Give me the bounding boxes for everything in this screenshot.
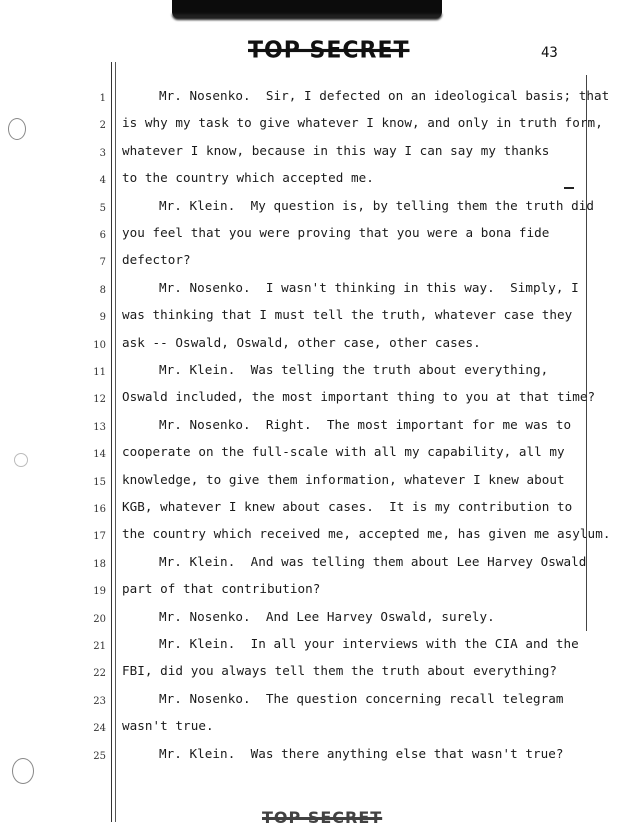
transcript-line bbox=[0, 691, 638, 711]
transcript-line bbox=[0, 609, 638, 629]
line-number: 10 bbox=[93, 339, 106, 351]
line-number: 9 bbox=[99, 312, 106, 324]
line-text: Mr. Klein. Was there anything else that wasn't true? bbox=[159, 745, 564, 761]
transcript-line bbox=[0, 417, 638, 437]
line-text: Mr. Nosenko. Sir, I defected on an ideological basis; that bbox=[159, 88, 610, 103]
transcript-line bbox=[0, 225, 638, 245]
line-text: KGB, whatever I knew about cases. It is my contribution to bbox=[122, 499, 573, 514]
line-text: Mr. Nosenko. The question concerning recall telegram bbox=[159, 690, 564, 706]
line-number: 20 bbox=[93, 613, 106, 625]
line-text: ask -- Oswald, Oswald, other case, other cases. bbox=[122, 334, 481, 350]
transcript-line bbox=[0, 389, 638, 409]
line-number: 14 bbox=[93, 449, 106, 461]
transcript-line bbox=[0, 663, 638, 683]
line-text: Mr. Klein. Was telling the truth about everything, bbox=[159, 362, 549, 377]
transcript-line bbox=[0, 499, 638, 519]
line-number: 3 bbox=[99, 147, 106, 159]
line-text: you feel that you were proving that you were a bona fide bbox=[122, 225, 550, 240]
transcript-line bbox=[0, 252, 638, 272]
line-text: whatever I know, because in this way I can say my thanks bbox=[122, 142, 550, 158]
transcript-line bbox=[0, 581, 638, 601]
line-text: was thinking that I must tell the truth, whatever case they bbox=[122, 307, 573, 323]
transcript-line bbox=[0, 718, 638, 738]
line-number: 5 bbox=[99, 202, 106, 214]
line-number: 6 bbox=[99, 230, 106, 241]
line-text: Mr. Nosenko. Right. The most important for me was to bbox=[159, 416, 572, 432]
line-number: 19 bbox=[93, 586, 106, 598]
line-number: 1 bbox=[99, 93, 106, 104]
line-text: Mr. Klein. And was telling them about Lee Harvey Oswald bbox=[159, 553, 587, 569]
line-text: Mr. Nosenko. And Lee Harvey Oswald, surely. bbox=[159, 608, 495, 624]
line-number: 21 bbox=[93, 641, 106, 652]
transcript-line bbox=[0, 335, 638, 355]
line-number: 13 bbox=[93, 421, 106, 433]
line-text: defector? bbox=[122, 252, 191, 268]
line-number: 17 bbox=[93, 531, 106, 543]
transcript-line bbox=[0, 554, 638, 574]
line-number: 15 bbox=[93, 476, 106, 488]
line-number: 18 bbox=[93, 558, 106, 570]
line-text: FBI, did you always tell them the truth about everything? bbox=[122, 663, 558, 679]
line-number: 22 bbox=[93, 668, 106, 680]
transcript-line bbox=[0, 88, 638, 108]
redaction-bar bbox=[172, 0, 442, 18]
transcript-line bbox=[0, 280, 638, 300]
line-text: Mr. Klein. My question is, by telling them the truth did bbox=[159, 197, 595, 213]
transcript-line bbox=[0, 444, 638, 464]
line-number: 7 bbox=[99, 257, 106, 269]
transcript-line bbox=[0, 143, 638, 163]
line-number: 2 bbox=[99, 120, 106, 132]
line-text: the country which received me, accepted me, has given me asylum. bbox=[122, 526, 611, 542]
line-text: wasn't true. bbox=[122, 718, 214, 734]
transcript-line bbox=[0, 526, 638, 546]
line-number: 12 bbox=[93, 394, 106, 406]
line-number: 11 bbox=[93, 367, 106, 378]
classification-stamp-bottom: TOP SECRET bbox=[262, 808, 383, 827]
transcript-line bbox=[0, 472, 638, 492]
transcript-line bbox=[0, 636, 638, 656]
transcript-line bbox=[0, 307, 638, 327]
classification-stamp-top: TOP SECRET bbox=[248, 37, 410, 64]
line-text: Mr. Nosenko. I wasn't thinking in this way. Simply, I bbox=[159, 279, 579, 295]
line-number: 23 bbox=[93, 695, 106, 707]
transcript-line bbox=[0, 170, 638, 190]
line-text: Oswald included, the most important thing to you at that time? bbox=[122, 389, 596, 405]
line-text: Mr. Klein. In all your interviews with the CIA and the bbox=[159, 636, 579, 651]
line-text: cooperate on the full-scale with all my capability, all my bbox=[122, 444, 565, 460]
line-number: 8 bbox=[99, 284, 106, 296]
line-text: knowledge, to give them information, whatever I knew about bbox=[122, 471, 565, 487]
transcript-line bbox=[0, 362, 638, 382]
line-number: 16 bbox=[93, 504, 106, 515]
line-number: 24 bbox=[93, 723, 106, 735]
line-text: to the country which accepted me. bbox=[122, 170, 374, 186]
transcript-line bbox=[0, 198, 638, 218]
transcript-line bbox=[0, 746, 638, 766]
line-number: 25 bbox=[93, 750, 106, 762]
line-number: 4 bbox=[99, 175, 106, 187]
page-number: 43 bbox=[541, 45, 558, 61]
line-text: is why my task to give whatever I know, and only in truth form, bbox=[122, 115, 603, 131]
line-text: part of that contribution? bbox=[122, 581, 321, 597]
transcript-line bbox=[0, 115, 638, 135]
